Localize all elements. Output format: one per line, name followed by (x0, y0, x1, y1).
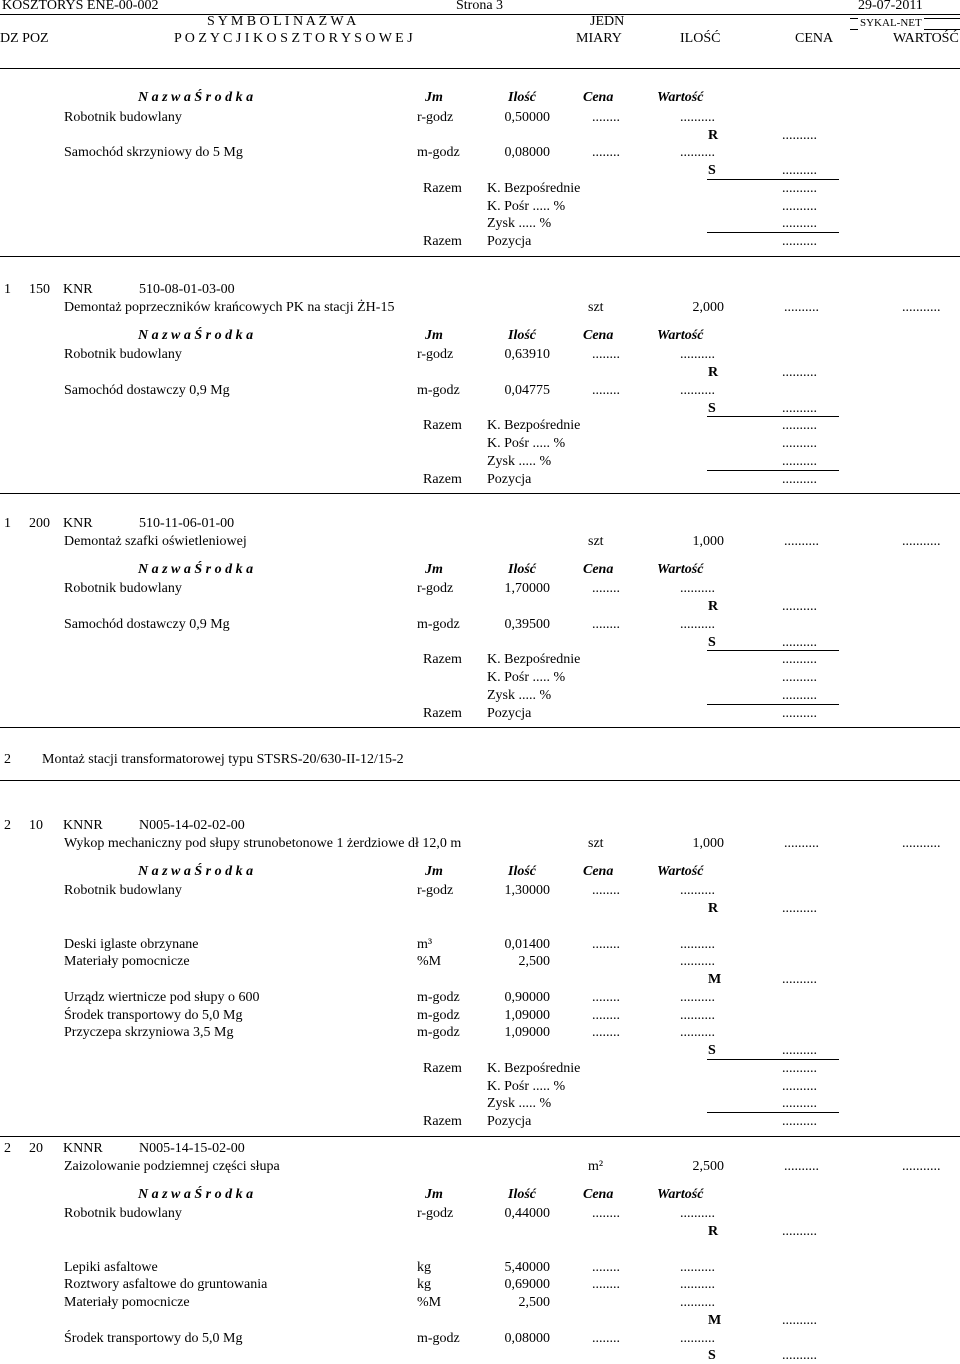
dz-poz-label: DZ POZ (0, 31, 49, 46)
cost-group-value-placeholder: .......... (782, 901, 817, 916)
position-quantity: 2,000 (692, 299, 724, 315)
resource-quantity: 0,69000 (504, 1277, 550, 1293)
resource-unit: m-godz (417, 1007, 460, 1023)
position-description: Wykop mechaniczny pod słupy strunobetonowe 1 żerdziowe dł 12,0 m (64, 835, 462, 851)
resource-quantity: 0,04775 (504, 382, 550, 398)
resource-value-placeholder: .......... (680, 954, 715, 970)
software-name: SYKAL-NET (860, 17, 922, 29)
position-total-value: .......... (782, 1114, 817, 1129)
resource-price-placeholder: ........ (592, 1007, 620, 1023)
resource-unit: %M (417, 954, 442, 970)
document-date: 29-07-2011 (858, 0, 923, 13)
resource-value-placeholder: .......... (680, 1277, 715, 1293)
catalog-type: KNR (63, 282, 93, 297)
catalog-code: 510-08-01-03-00 (139, 282, 235, 297)
position-total-label: Pozycja (487, 234, 532, 249)
direct-costs-value: .......... (782, 180, 817, 196)
position-number: 200 (29, 516, 50, 531)
resource-value-placeholder: .......... (680, 936, 715, 952)
resource-value-placeholder: .......... (680, 1025, 715, 1041)
position-price-placeholder: .......... (784, 299, 819, 315)
cost-group-value-placeholder: .......... (782, 1348, 817, 1364)
position-price-placeholder: .......... (784, 533, 819, 549)
resource-quantity: 1,09000 (504, 1007, 550, 1023)
position-price-placeholder: .......... (784, 1158, 819, 1174)
resource-value-placeholder: .......... (680, 1259, 715, 1275)
position-total-label: Pozycja (487, 705, 532, 721)
indirect-costs-label: K. Pośr ..... % (487, 198, 566, 214)
position-unit: szt (588, 835, 604, 851)
resource-price-header: Cena (583, 561, 614, 577)
resource-price-placeholder: ........ (592, 1259, 620, 1275)
resource-unit: m-godz (417, 145, 460, 161)
cost-group-marker: R (708, 599, 719, 614)
separator-line (0, 256, 960, 257)
resource-name: Materiały pomocnicze (64, 1295, 190, 1310)
resource-quantity: 0,08000 (504, 1330, 550, 1346)
resource-unit-header: Jm (425, 561, 443, 577)
resource-price-placeholder: ........ (592, 382, 620, 398)
resource-value-placeholder: .......... (680, 347, 715, 363)
separator-line (0, 727, 960, 728)
separator-line (0, 780, 960, 781)
razem-label: Razem (423, 471, 462, 487)
resource-unit: m-godz (417, 989, 460, 1005)
resource-price-placeholder: ........ (592, 1206, 620, 1222)
direct-costs-label: K. Bezpośrednie (487, 180, 581, 196)
chapter-title: Montaż stacji transformatorowej typu STSRS-20/630-II-12/15-2 (42, 752, 404, 767)
cost-group-marker: S (708, 400, 716, 416)
resource-price-placeholder: ........ (592, 883, 620, 899)
separator-line (707, 470, 839, 471)
resource-name: Środek transportowy do 5,0 Mg (64, 1007, 243, 1023)
resource-price-placeholder: ........ (592, 936, 620, 952)
position-unit: szt (588, 299, 604, 315)
profit-value: .......... (782, 216, 817, 232)
resource-price-placeholder: ........ (592, 109, 620, 125)
cost-group-value-placeholder: .......... (782, 127, 817, 143)
unit-label-top: JEDN (590, 14, 625, 29)
resource-name: Lepiki asfaltowe (64, 1259, 158, 1275)
resource-price-header: Cena (583, 1186, 614, 1202)
resource-name: Samochód skrzyniowy do 5 Mg (64, 145, 243, 161)
position-section: 1 (4, 516, 11, 531)
indirect-costs-label: K. Pośr ..... % (487, 670, 566, 685)
price-column-header: CENA (795, 31, 834, 46)
resource-unit-header: Jm (425, 863, 443, 879)
razem-label: Razem (423, 418, 462, 434)
position-quantity: 2,500 (692, 1158, 724, 1174)
position-number: 10 (29, 818, 43, 833)
resource-value-placeholder: .......... (680, 1330, 715, 1346)
separator-line (707, 650, 839, 651)
resource-unit: r-godz (417, 883, 454, 899)
cost-group-value-placeholder: .......... (782, 400, 817, 416)
position-value-placeholder: ........... (902, 299, 941, 315)
resource-value-placeholder: .......... (680, 883, 715, 899)
resource-value-header: Wartość (657, 863, 704, 879)
resource-price-placeholder: ........ (592, 145, 620, 161)
resource-quantity: 0,63910 (504, 347, 550, 363)
resource-unit: r-godz (417, 347, 454, 363)
resource-unit: m-godz (417, 616, 460, 632)
resource-value-placeholder: .......... (680, 1206, 715, 1222)
resource-value-header: Wartość (657, 90, 704, 105)
indirect-costs-value: .......... (782, 198, 817, 214)
resource-name-header: N a z w a Ś r o d k a (138, 327, 254, 343)
resource-quantity: 1,70000 (504, 581, 550, 597)
resource-value-placeholder: .......... (680, 616, 715, 632)
resource-quantity-header: Ilość (508, 561, 536, 577)
profit-label: Zysk ..... % (487, 216, 552, 232)
razem-label: Razem (423, 1114, 462, 1129)
resource-quantity-header: Ilość (508, 90, 536, 105)
razem-label: Razem (423, 1060, 462, 1076)
direct-costs-value: .......... (782, 652, 817, 668)
resource-quantity-header: Ilość (508, 1186, 536, 1202)
position-number: 20 (29, 1141, 43, 1156)
resource-value-placeholder: .......... (680, 109, 715, 125)
razem-label: Razem (423, 180, 462, 196)
resource-value-header: Wartość (657, 561, 704, 577)
resource-quantity: 0,39500 (504, 616, 550, 632)
resource-price-placeholder: ........ (592, 1277, 620, 1293)
resource-name: Robotnik budowlany (64, 1206, 182, 1222)
resource-unit: %M (417, 1295, 442, 1310)
resource-name: Robotnik budowlany (64, 883, 182, 899)
resource-price-header: Cena (583, 90, 614, 105)
cost-group-value-placeholder: .......... (782, 1224, 817, 1239)
separator-line (0, 1136, 960, 1137)
resource-quantity: 0,90000 (504, 989, 550, 1005)
resource-value-placeholder: .......... (680, 1295, 715, 1310)
unit-label-bottom: MIARY (576, 31, 622, 46)
position-label: P O Z Y C J I K O S Z T O R Y S O W E J (174, 31, 413, 46)
resource-value-placeholder: .......... (680, 382, 715, 398)
resource-name: Robotnik budowlany (64, 347, 182, 363)
position-section: 2 (4, 818, 11, 833)
resource-quantity: 1,09000 (504, 1025, 550, 1041)
profit-value: .......... (782, 687, 817, 703)
quantity-column-header: ILOŚĆ (680, 31, 721, 46)
cost-group-marker: S (708, 163, 716, 178)
resource-unit-header: Jm (425, 90, 443, 105)
position-quantity: 1,000 (692, 835, 724, 851)
indirect-costs-label: K. Pośr ..... % (487, 436, 566, 451)
position-quantity: 1,000 (692, 533, 724, 549)
catalog-code: 510-11-06-01-00 (139, 516, 235, 531)
catalog-code: N005-14-15-02-00 (139, 1141, 245, 1156)
resource-quantity: 5,40000 (504, 1259, 550, 1275)
position-value-placeholder: ........... (902, 835, 941, 851)
resource-quantity-header: Ilość (508, 327, 536, 343)
resource-quantity: 2,500 (518, 954, 550, 970)
resource-price-placeholder: ........ (592, 616, 620, 632)
catalog-type: KNR (63, 516, 93, 531)
resource-name-header: N a z w a Ś r o d k a (138, 1186, 254, 1202)
resource-unit: r-godz (417, 1206, 454, 1222)
cost-group-value-placeholder: .......... (782, 365, 817, 380)
resource-unit: kg (417, 1259, 431, 1275)
razem-label: Razem (423, 234, 462, 249)
resource-unit-header: Jm (425, 327, 443, 343)
resource-price-placeholder: ........ (592, 347, 620, 363)
resource-name: Samochód dostawczy 0,9 Mg (64, 616, 230, 632)
resource-name-header: N a z w a Ś r o d k a (138, 561, 254, 577)
resource-name: Urządz wiertnicze pod słupy o 600 (64, 989, 260, 1005)
profit-value: .......... (782, 1096, 817, 1112)
cost-group-marker: S (708, 1043, 716, 1058)
resource-price-header: Cena (583, 863, 614, 879)
value-column-header: WARTOŚĆ (893, 31, 959, 46)
resource-quantity: 0,50000 (504, 109, 550, 125)
resource-quantity: 2,500 (518, 1295, 550, 1310)
resource-value-header: Wartość (657, 1186, 704, 1202)
resource-quantity-header: Ilość (508, 863, 536, 879)
indirect-costs-value: .......... (782, 436, 817, 451)
separator-line (707, 179, 839, 180)
resource-name: Przyczepa skrzyniowa 3,5 Mg (64, 1025, 234, 1041)
position-price-placeholder: .......... (784, 835, 819, 851)
cost-group-marker: S (708, 1348, 716, 1364)
separator-line (707, 416, 839, 417)
cost-group-marker: S (708, 634, 716, 650)
resource-name: Robotnik budowlany (64, 581, 182, 597)
separator-line (707, 1059, 839, 1060)
position-value-placeholder: ........... (902, 1158, 941, 1174)
page-number: Strona 3 (456, 0, 504, 13)
position-total-label: Pozycja (487, 471, 532, 487)
position-unit: m² (588, 1158, 604, 1174)
position-total-value: .......... (782, 471, 817, 487)
resource-price-placeholder: ........ (592, 1025, 620, 1041)
direct-costs-value: .......... (782, 418, 817, 434)
resource-price-header: Cena (583, 327, 614, 343)
profit-value: .......... (782, 453, 817, 469)
resource-unit: r-godz (417, 581, 454, 597)
position-number: 150 (29, 282, 50, 297)
position-total-value: .......... (782, 705, 817, 721)
catalog-type: KNNR (63, 1141, 103, 1156)
cost-group-value-placeholder: .......... (782, 634, 817, 650)
profit-label: Zysk ..... % (487, 687, 552, 703)
catalog-code: N005-14-02-02-00 (139, 818, 245, 833)
resource-price-placeholder: ........ (592, 581, 620, 597)
resource-unit: m-godz (417, 1025, 460, 1041)
profit-label: Zysk ..... % (487, 453, 552, 469)
position-description: Demontaż szafki oświetleniowej (64, 533, 247, 549)
resource-name-header: N a z w a Ś r o d k a (138, 863, 254, 879)
separator-line (707, 704, 839, 705)
cost-group-marker: R (708, 127, 719, 143)
razem-label: Razem (423, 652, 462, 668)
separator-line (707, 232, 839, 233)
resource-quantity: 0,01400 (504, 936, 550, 952)
resource-value-placeholder: .......... (680, 145, 715, 161)
indirect-costs-value: .......... (782, 1078, 817, 1094)
resource-value-placeholder: .......... (680, 1007, 715, 1023)
cost-group-value-placeholder: .......... (782, 1043, 817, 1058)
resource-price-placeholder: ........ (592, 1330, 620, 1346)
separator-line (707, 1112, 839, 1113)
resource-unit: r-godz (417, 109, 454, 125)
position-description: Zaizolowanie podziemnej części słupa (64, 1158, 280, 1174)
position-value-placeholder: ........... (902, 533, 941, 549)
cost-group-value-placeholder: .......... (782, 599, 817, 614)
cost-group-value-placeholder: .......... (782, 972, 817, 987)
resource-value-header: Wartość (657, 327, 704, 343)
resource-name: Robotnik budowlany (64, 109, 182, 125)
catalog-type: KNNR (63, 818, 103, 833)
resource-unit-header: Jm (425, 1186, 443, 1202)
direct-costs-label: K. Bezpośrednie (487, 418, 581, 434)
razem-label: Razem (423, 705, 462, 721)
document-id: KOSZTORYS ENE-00-002 (2, 0, 159, 13)
resource-name: Środek transportowy do 5,0 Mg (64, 1330, 243, 1346)
position-total-label: Pozycja (487, 1114, 532, 1129)
cost-group-marker: R (708, 365, 719, 380)
position-section: 2 (4, 1141, 11, 1156)
position-section: 1 (4, 282, 11, 297)
resource-unit: m³ (417, 936, 433, 952)
indirect-costs-value: .......... (782, 670, 817, 685)
resource-name: Deski iglaste obrzynane (64, 936, 199, 952)
cost-group-marker: M (708, 1312, 722, 1328)
resource-quantity: 1,30000 (504, 883, 550, 899)
resource-quantity: 0,08000 (504, 145, 550, 161)
cost-group-marker: M (708, 972, 722, 987)
resource-name: Samochód dostawczy 0,9 Mg (64, 382, 230, 398)
cost-group-marker: R (708, 1224, 719, 1239)
cost-group-value-placeholder: .......... (782, 1312, 817, 1328)
symbol-name-label: S Y M B O L I N A Z W A (207, 14, 357, 29)
direct-costs-label: K. Bezpośrednie (487, 1060, 581, 1076)
direct-costs-value: .......... (782, 1060, 817, 1076)
position-description: Demontaż poprzeczników krańcowych PK na stacji ŻH-15 (64, 299, 395, 315)
resource-quantity: 0,44000 (504, 1206, 550, 1222)
resource-name: Materiały pomocnicze (64, 954, 190, 970)
resource-value-placeholder: .......... (680, 989, 715, 1005)
cost-group-value-placeholder: .......... (782, 163, 817, 178)
resource-unit: m-godz (417, 1330, 460, 1346)
resource-unit: m-godz (417, 382, 460, 398)
resource-value-placeholder: .......... (680, 581, 715, 597)
resource-name: Roztwory asfaltowe do gruntowania (64, 1277, 268, 1293)
cost-group-marker: R (708, 901, 719, 916)
profit-label: Zysk ..... % (487, 1096, 552, 1112)
resource-unit: kg (417, 1277, 431, 1293)
position-total-value: .......... (782, 234, 817, 249)
position-unit: szt (588, 533, 604, 549)
direct-costs-label: K. Bezpośrednie (487, 652, 581, 668)
indirect-costs-label: K. Pośr ..... % (487, 1078, 566, 1094)
chapter-number: 2 (4, 752, 11, 767)
resource-name-header: N a z w a Ś r o d k a (138, 90, 254, 105)
separator-line (0, 493, 960, 494)
resource-price-placeholder: ........ (592, 989, 620, 1005)
